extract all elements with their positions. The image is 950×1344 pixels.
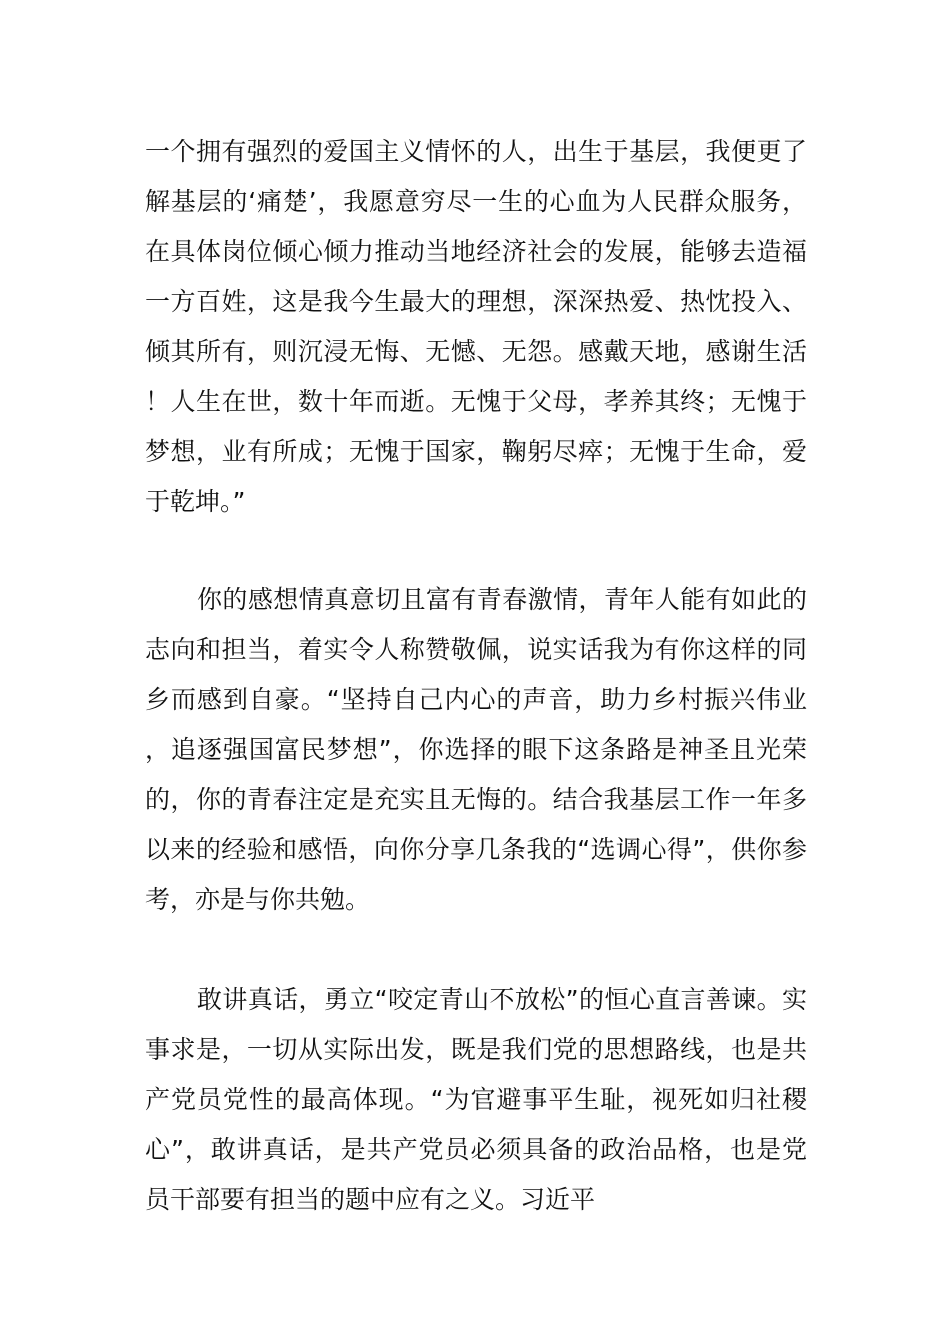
paragraph-1 [145, 127, 807, 527]
paragraph-1-text: 一个拥有强烈的爱国主义情怀的人，出生于基层，我便更了解基层的‘痛楚’，我愿意穷尽一生的心血为人民群众服务，在具体岗位倾心倾力推动当地经济社会的发展，能够去造福一方百姓，这是我今生最大的理想，深深热爱、热忱投入、倾其所有，则沉浸无悔、无憾、无怨。感戴天地，感谢生活！人生在世，数十年而逝。无愧于父母，孝养其终；无愧于梦想，业有所成；无愧于国家，鞠躬尽瘁；无愧于生命，爱于乾坤。” [145, 137, 807, 516]
paragraph-2 [145, 575, 807, 925]
paragraph-3-text: 敢讲真话，勇立“咬定青山不放松”的恒心直言善谏。实事求是，一切从实际出发，既是我们党的思想路线，也是共产党员党性的最高体现。“为官避事平生耻，视死如归社稷心”，敢讲真话，是共产党员必须具备的政治品格，也是党员干部要有担当的题中应有之义。习近平 [145, 985, 807, 1214]
paragraph-3 [145, 975, 807, 1225]
paragraph-2-text: 你的感想情真意切且富有青春激情，青年人能有如此的志向和担当，着实令人称赞敬佩，说实话我为有你这样的同乡而感到自豪。“坚持自己内心的声音，助力乡村振兴伟业，追逐强国富民梦想”，你选择的眼下这条路是神圣且光荣的，你的青春注定是充实且无悔的。结合我基层工作一年多以来的经验和感悟，向你分享几条我的“选调心得”，供你参考，亦是与你共勉。 [145, 585, 807, 914]
